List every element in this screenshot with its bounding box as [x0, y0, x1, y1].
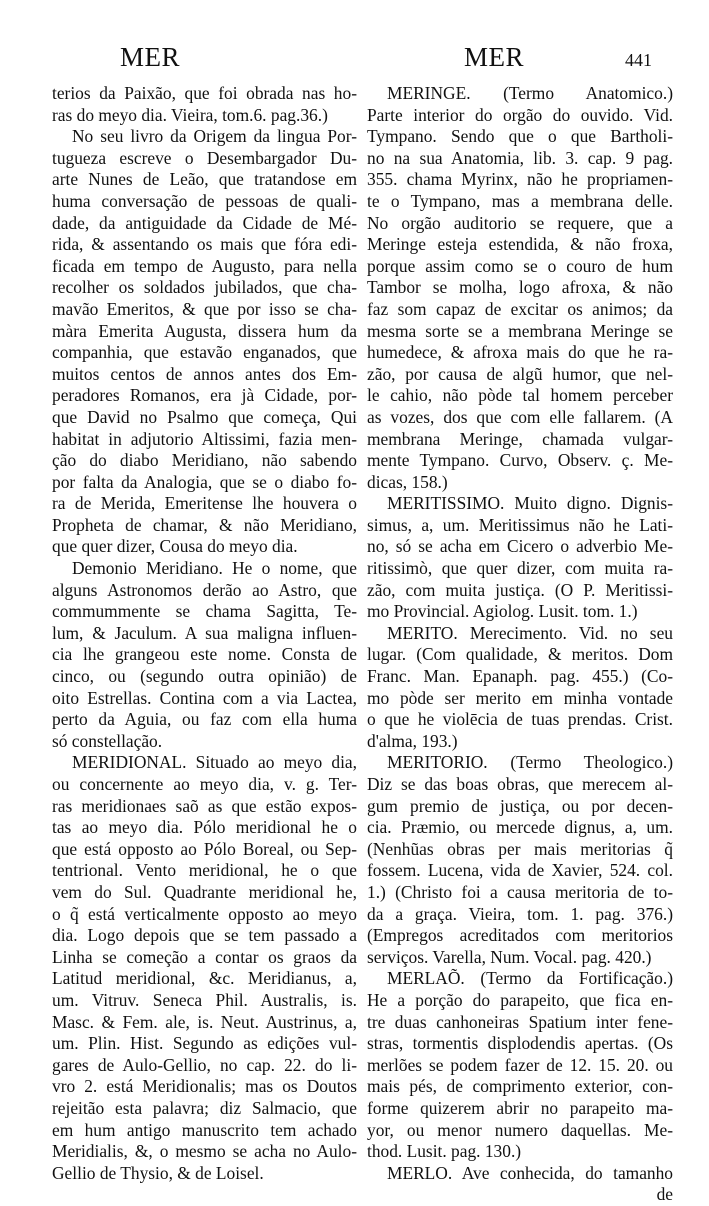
text-line: mesma sorte se a membrana Meringe se	[367, 320, 673, 341]
text-line: Demonio Meridiano. He o nome, que	[72, 558, 357, 579]
text-line: MERLAÕ. (Termo da Fortificação.)	[387, 968, 673, 989]
text-line: zão, com muita justiça. (O P. Meritissi-	[367, 579, 673, 600]
text-line: da a graça. Vieira, tom. 1. pag. 376.)	[367, 903, 673, 924]
text-line: vem do Sul. Quadrante meridional he,	[52, 881, 357, 902]
text-line: em hum antigo manuscrito tem achado	[52, 1119, 357, 1140]
text-line: MERLO. Ave conhecida, do tamanho	[387, 1162, 673, 1183]
text-line: mavão Emeritos, & que por isso se cha-	[52, 298, 357, 319]
text-line: mo Provincial. Agiolog. Lusit. tom. 1.)	[367, 601, 638, 622]
text-line: Masc. & Fem. ale, is. Neut. Austrinus, a,	[52, 1011, 357, 1032]
text-line: mo pòde ser merito em minha vontade	[367, 687, 673, 708]
text-line: dicas, 158.)	[367, 471, 448, 492]
text-line: vro 2. está Meridionalis; mas os Doutos	[52, 1076, 357, 1097]
text-line: simus, a, um. Meritissimus não he Lati-	[367, 514, 673, 535]
text-line: que David no Psalmo que começa, Qui	[52, 406, 357, 427]
text-line: o q̃ está verticalmente opposto ao meyo	[52, 903, 357, 924]
text-line: He a porção do parapeito, que fica en-	[367, 989, 673, 1010]
left-running-head: MER	[120, 42, 181, 72]
text-line: tentrional. Vento meridional, he o que	[52, 860, 357, 881]
text-line: ritissimò, que quer dizer, com muita ra-	[367, 558, 673, 579]
text-line: Franc. Man. Epanaph. pag. 455.) (Co-	[367, 666, 673, 687]
text-line: que está opposto ao Pólo Boreal, ou Sep-	[52, 838, 357, 859]
text-line: um. Vitruv. Seneca Phil. Australis, is.	[52, 989, 357, 1010]
text-line: Tambor se molha, logo afroxa, & não	[367, 277, 673, 298]
text-line: cia. Præmio, ou mercede dignus, a, um.	[367, 817, 673, 838]
text-line: zão, por causa de algũ humor, que nel-	[367, 363, 673, 384]
text-line: huma conversação de pessoas de quali-	[52, 190, 357, 211]
text-line: lum, & Jaculum. A sua maligna influen-	[52, 622, 357, 643]
text-line: Parte interior do orgão do ouvido. Vid.	[367, 104, 673, 125]
text-line: MERIDIONAL. Situado ao meyo dia,	[72, 752, 357, 773]
right-column	[367, 83, 673, 1206]
text-line: de	[656, 1184, 673, 1205]
text-line: tas ao meyo dia. Pólo meridional he o	[52, 817, 357, 838]
text-line: arte Nunes de Leão, que tratandose em	[52, 169, 357, 190]
text-line: que quer dizer, Cousa do meyo dia.	[52, 536, 298, 557]
text-line: recolher os soldados jubilados, que cha-	[52, 277, 357, 298]
text-line: as vozes, dos que com elle fallarem. (A	[367, 406, 673, 427]
text-line: gares de Aulo-Gellio, no cap. 22. do li-	[52, 1054, 357, 1075]
text-line: ou concernente ao meyo dia, v. g. Ter-	[52, 774, 357, 794]
text-line: commummente se chama Sagitta, Te-	[52, 601, 357, 622]
text-line: MERITO. Merecimento. Vid. no seu	[387, 622, 673, 643]
text-line: Propheta de chamar, & não Meridiano,	[52, 514, 357, 535]
text-line: serviços. Varella, Num. Vocal. pag. 420.)	[367, 946, 652, 967]
text-line: membrana Meringe, chamada vulgar-	[367, 428, 673, 449]
text-line: ras meridionaes saõ as que estão expos-	[52, 795, 357, 816]
text-line: o que he violēcia de tuas prendas. Crist.	[367, 709, 673, 730]
text-line: mais pés, de comprimento exterior, con-	[367, 1076, 673, 1097]
text-line: no, só se acha em Cicero o adverbio Me-	[367, 536, 673, 557]
text-line: ra de Merida, Emeritense lhe houvera o	[52, 493, 357, 514]
text-line: Latitud meridional, &c. Meridianus, a,	[52, 968, 357, 989]
text-line: No seu livro da Origem da lingua Por-	[72, 126, 357, 147]
text-line: só constellação.	[52, 730, 163, 751]
text-line: MERINGE. (Termo Anatomico.)	[387, 83, 673, 103]
left-column	[52, 83, 357, 1184]
page-number: 441	[625, 50, 652, 70]
text-line: no na sua Anatomia, lib. 3. cap. 9 pag.	[367, 147, 673, 168]
text-line: Linha se começão a contar os graos da	[52, 946, 357, 967]
text-line: 355. chama Myrinx, não he propriamen-	[367, 169, 673, 190]
text-line: Diz se das boas obras, que merecem al-	[367, 774, 673, 794]
text-line: rida, & assentando os mais que fóra edi-	[52, 234, 357, 255]
text-line: forme quizerem abrir no parapeito ma-	[367, 1097, 673, 1118]
text-line: No orgão auditorio se requere, que a	[367, 212, 673, 233]
text-line: dia. Logo depois que se tem passado a	[52, 925, 357, 946]
text-line: ras do meyo dia. Vieira, tom.6. pag.36.)	[52, 104, 328, 125]
text-line: companhia, que estavão enganados, que	[52, 342, 357, 363]
text-line: fossem. Lucena, vida de Xavier, 524. col.	[367, 860, 673, 881]
text-line: peradores Romanos, era jà Cidade, por-	[52, 385, 357, 406]
right-running-head: MER	[464, 42, 525, 72]
text-line: yor, ou menor numero daquellas. Me-	[367, 1119, 673, 1140]
text-line: Gellio de Thysio, & de Loisel.	[52, 1162, 264, 1183]
text-line: Tympano. Sendo que o que Bartholi-	[367, 126, 673, 147]
running-header	[0, 38, 709, 78]
text-line: Meringe esteja estendida, & não froxa,	[367, 234, 673, 255]
text-line: faz som capaz de excitar os animos; da	[367, 298, 673, 319]
text-line: oito Estrellas. Contina com a via Lactea,	[52, 687, 357, 708]
text-line: merlões se podem fazer de 12. 15. 20. ou	[367, 1054, 673, 1075]
text-line: muitos centos de annos antes dos Em-	[52, 363, 357, 384]
text-line: porque assim como se o couro de hum	[367, 255, 673, 276]
text-line: MERITISSIMO. Muito digno. Dignis-	[387, 493, 673, 514]
text-line: por falta da Analogia, que se o diabo fo-	[52, 471, 357, 492]
text-line: alguns Astronomos derão ao Astro, que	[52, 579, 357, 600]
text-line: Meridialis, &, o mesmo se acha no Aulo-	[52, 1141, 357, 1162]
text-line: stras, tormentis displodendis apertas. (Os	[367, 1033, 673, 1054]
text-line: tugueza escreve o Desembargador Du-	[52, 147, 357, 168]
text-line: terios da Paixão, que foi obrada nas ho-	[52, 83, 357, 103]
text-line: màra Emerita Augusta, dissera hum da	[52, 320, 357, 341]
text-line: (Empregos acreditados com meritorios	[367, 925, 673, 946]
text-line: lugar. (Com qualidade, & meritos. Dom	[367, 644, 673, 665]
text-line: um. Plin. Hist. Segundo as edições vul-	[52, 1033, 357, 1054]
text-line: thod. Lusit. pag. 130.)	[367, 1141, 522, 1162]
text-line: tre duas canhoneiras Spatium inter fene-	[367, 1011, 673, 1032]
text-line: humedece, & afroxa mais do que he ra-	[367, 342, 673, 363]
text-line: mente Tympano. Curvo, Observ. ç. Me-	[367, 450, 673, 471]
text-line: te o Tympano, mas a membrana delle.	[367, 190, 673, 211]
text-line: rejeitão esta palavra; diz Salmacio, que	[52, 1097, 357, 1118]
text-line: MERITORIO. (Termo Theologico.)	[387, 752, 673, 773]
text-line: dade, da antiguidade da Cidade de Mé-	[52, 212, 357, 233]
text-line: cinco, ou (segundo outra opinião) de	[52, 666, 357, 687]
text-line: ção do diabo Meridiano, não sabendo	[52, 450, 357, 471]
text-line: d'alma, 193.)	[367, 730, 458, 751]
text-line: gum premio de justiça, ou por decen-	[367, 795, 673, 816]
text-line: habitat in adjutorio Altissimi, fazia men-	[52, 428, 357, 449]
text-line: perto da Aguia, ou faz com ella huma	[52, 709, 357, 730]
text-line: (Nenhũas obras per mais meritorias q̃	[367, 838, 673, 859]
text-line: le cahio, não pòde tal homem perceber	[367, 385, 673, 406]
text-line: 1.) (Christo foi a causa meritoria de to-	[367, 881, 673, 902]
text-line: cia lhe grangeou este nome. Consta de	[52, 644, 357, 665]
text-line: ficada em tempo de Augusto, para nella	[52, 255, 357, 276]
